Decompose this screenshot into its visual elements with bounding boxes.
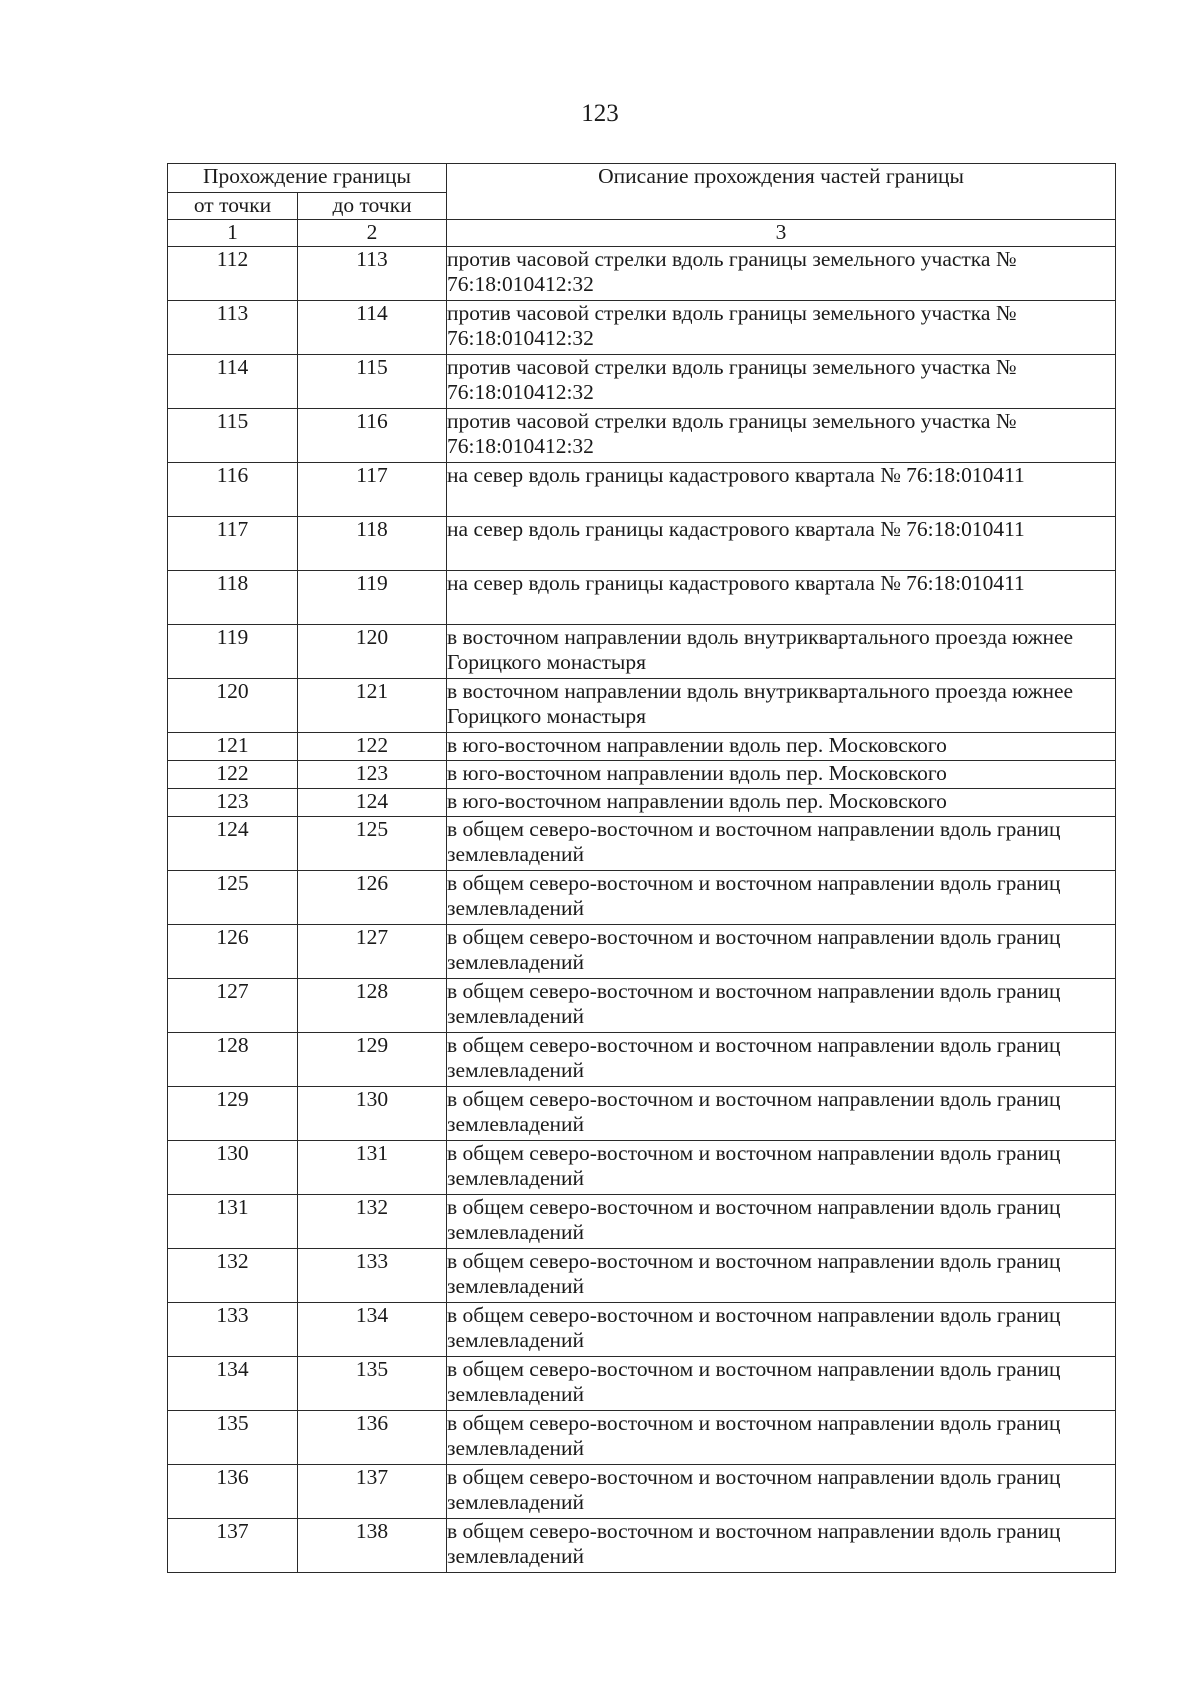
description-cell: в общем северо-восточном и восточном направлении вдоль границ землевладений	[447, 817, 1116, 871]
description-cell: в юго-восточном направлении вдоль пер. Московского	[447, 733, 1116, 761]
description-cell: в общем северо-восточном и восточном направлении вдоль границ землевладений	[447, 925, 1116, 979]
description-cell: в общем северо-восточном и восточном направлении вдоль границ землевладений	[447, 1249, 1116, 1303]
to-point-cell: 128	[298, 979, 447, 1033]
description-cell: в юго-восточном направлении вдоль пер. Московского	[447, 789, 1116, 817]
header-to-point: до точки	[298, 193, 447, 220]
table-row	[168, 733, 1116, 761]
table-row	[168, 625, 1116, 679]
description-cell: в общем северо-восточном и восточном направлении вдоль границ землевладений	[447, 1411, 1116, 1465]
from-point-cell: 131	[168, 1195, 298, 1249]
to-point-cell: 138	[298, 1519, 447, 1573]
table-row	[168, 789, 1116, 817]
description-cell: в восточном направлении вдоль внутриквартального проезда южнее Горицкого монастыря	[447, 625, 1116, 679]
column-number-3: 3	[447, 220, 1116, 247]
table-row	[168, 817, 1116, 871]
to-point-cell: 124	[298, 789, 447, 817]
to-point-cell: 127	[298, 925, 447, 979]
table-row	[168, 1087, 1116, 1141]
table-row	[168, 1141, 1116, 1195]
table-row	[168, 1195, 1116, 1249]
description-cell: в юго-восточном направлении вдоль пер. Московского	[447, 761, 1116, 789]
to-point-cell: 126	[298, 871, 447, 925]
from-point-cell: 113	[168, 301, 298, 355]
to-point-cell: 130	[298, 1087, 447, 1141]
from-point-cell: 125	[168, 871, 298, 925]
table-row	[168, 463, 1116, 517]
to-point-cell: 137	[298, 1465, 447, 1519]
from-point-cell: 135	[168, 1411, 298, 1465]
table-body	[168, 247, 1116, 1573]
to-point-cell: 118	[298, 517, 447, 571]
boundary-table	[167, 163, 1116, 1573]
table-row	[168, 409, 1116, 463]
to-point-cell: 132	[298, 1195, 447, 1249]
from-point-cell: 134	[168, 1357, 298, 1411]
to-point-cell: 121	[298, 679, 447, 733]
page-number: 123	[581, 100, 619, 127]
to-point-cell: 122	[298, 733, 447, 761]
table-row	[168, 571, 1116, 625]
description-cell: в общем северо-восточном и восточном направлении вдоль границ землевладений	[447, 1195, 1116, 1249]
from-point-cell: 130	[168, 1141, 298, 1195]
from-point-cell: 122	[168, 761, 298, 789]
description-cell: против часовой стрелки вдоль границы земельного участка № 76:18:010412:32	[447, 301, 1116, 355]
header-boundary-passage: Прохождение границы	[168, 164, 447, 193]
table-row	[168, 679, 1116, 733]
to-point-cell: 114	[298, 301, 447, 355]
to-point-cell: 113	[298, 247, 447, 301]
table-row	[168, 1519, 1116, 1573]
table-row	[168, 871, 1116, 925]
from-point-cell: 115	[168, 409, 298, 463]
from-point-cell: 129	[168, 1087, 298, 1141]
table-row	[168, 517, 1116, 571]
from-point-cell: 136	[168, 1465, 298, 1519]
table-row	[168, 1411, 1116, 1465]
description-cell: против часовой стрелки вдоль границы земельного участка № 76:18:010412:32	[447, 409, 1116, 463]
to-point-cell: 120	[298, 625, 447, 679]
table-row	[168, 1465, 1116, 1519]
table-row	[168, 301, 1116, 355]
table-row	[168, 1249, 1116, 1303]
description-cell: против часовой стрелки вдоль границы земельного участка № 76:18:010412:32	[447, 355, 1116, 409]
to-point-cell: 131	[298, 1141, 447, 1195]
description-cell: в общем северо-восточном и восточном направлении вдоль границ землевладений	[447, 1141, 1116, 1195]
to-point-cell: 133	[298, 1249, 447, 1303]
from-point-cell: 118	[168, 571, 298, 625]
table-header	[168, 164, 1116, 247]
from-point-cell: 128	[168, 1033, 298, 1087]
from-point-cell: 126	[168, 925, 298, 979]
column-number-2: 2	[298, 220, 447, 247]
description-cell: в общем северо-восточном и восточном направлении вдоль границ землевладений	[447, 1303, 1116, 1357]
to-point-cell: 119	[298, 571, 447, 625]
description-cell: в общем северо-восточном и восточном направлении вдоль границ землевладений	[447, 1519, 1116, 1573]
from-point-cell: 123	[168, 789, 298, 817]
table-row	[168, 979, 1116, 1033]
from-point-cell: 112	[168, 247, 298, 301]
description-cell: на север вдоль границы кадастрового квартала № 76:18:010411	[447, 517, 1116, 571]
to-point-cell: 115	[298, 355, 447, 409]
description-cell: в общем северо-восточном и восточном направлении вдоль границ землевладений	[447, 1033, 1116, 1087]
from-point-cell: 133	[168, 1303, 298, 1357]
header-description: Описание прохождения частей границы	[447, 164, 1116, 220]
description-cell: в общем северо-восточном и восточном направлении вдоль границ землевладений	[447, 1357, 1116, 1411]
description-cell: в общем северо-восточном и восточном направлении вдоль границ землевладений	[447, 871, 1116, 925]
table-row	[168, 761, 1116, 789]
from-point-cell: 120	[168, 679, 298, 733]
table-row	[168, 1357, 1116, 1411]
column-number-1: 1	[168, 220, 298, 247]
description-cell: на север вдоль границы кадастрового квартала № 76:18:010411	[447, 463, 1116, 517]
from-point-cell: 117	[168, 517, 298, 571]
description-cell: против часовой стрелки вдоль границы земельного участка № 76:18:010412:32	[447, 247, 1116, 301]
to-point-cell: 125	[298, 817, 447, 871]
to-point-cell: 134	[298, 1303, 447, 1357]
description-cell: в общем северо-восточном и восточном направлении вдоль границ землевладений	[447, 1087, 1116, 1141]
to-point-cell: 129	[298, 1033, 447, 1087]
table-row	[168, 1033, 1116, 1087]
description-cell: в общем северо-восточном и восточном направлении вдоль границ землевладений	[447, 979, 1116, 1033]
from-point-cell: 114	[168, 355, 298, 409]
description-cell: на север вдоль границы кадастрового квартала № 76:18:010411	[447, 571, 1116, 625]
to-point-cell: 116	[298, 409, 447, 463]
table-row	[168, 1303, 1116, 1357]
to-point-cell: 123	[298, 761, 447, 789]
from-point-cell: 137	[168, 1519, 298, 1573]
table-row	[168, 355, 1116, 409]
to-point-cell: 117	[298, 463, 447, 517]
from-point-cell: 121	[168, 733, 298, 761]
from-point-cell: 124	[168, 817, 298, 871]
from-point-cell: 132	[168, 1249, 298, 1303]
to-point-cell: 135	[298, 1357, 447, 1411]
description-cell: в общем северо-восточном и восточном направлении вдоль границ землевладений	[447, 1465, 1116, 1519]
description-cell: в восточном направлении вдоль внутриквартального проезда южнее Горицкого монастыря	[447, 679, 1116, 733]
table-row	[168, 925, 1116, 979]
from-point-cell: 116	[168, 463, 298, 517]
to-point-cell: 136	[298, 1411, 447, 1465]
header-from-point: от точки	[168, 193, 298, 220]
table-row	[168, 247, 1116, 301]
from-point-cell: 127	[168, 979, 298, 1033]
from-point-cell: 119	[168, 625, 298, 679]
